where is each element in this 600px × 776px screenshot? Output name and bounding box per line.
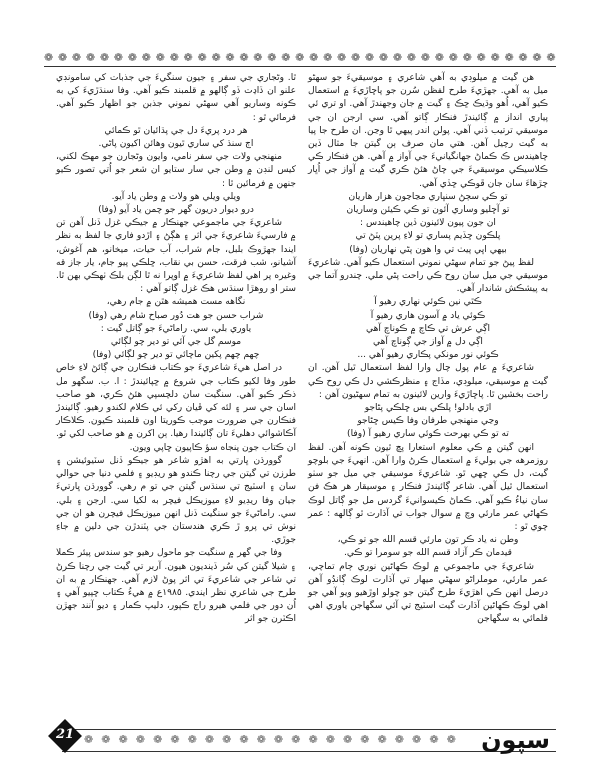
verse-line: تو ڪي سڄڻ سنڀاري مڃاڃون هزار هاريان [348,191,508,202]
verse-line: موسم گل جي آئي تو دير چو لڳائي [110,337,242,348]
paragraph: ٿا. وڻجاري جي سفر ۽ جيون سنگيءَ جي جذبات کي سامونڊي علنو ان ڏاڍت ڏو ڳالهو ۾ قلمبند ڪيو آهي. وفا سنڌڙيءَ کي به ڪونه وساريو آهي سهڻي نموني جذبن جو اظهار ڪيو آهي. فرمائي ٿو : [56,73,296,123]
verse-line: ياوري بلي، سي. راماڻيءَ جو ڳاتل گيت : [100,323,252,334]
flower-ornament-icon: ❁ [434,51,444,64]
verse-line: ڪوئي ياد ۾ آسون هاري رهيو آ [370,310,486,321]
flower-ornament-icon: ❁ [378,51,389,64]
flower-ornament-icon: ❁ [518,51,528,64]
magazine-title: سپون [481,726,550,754]
flower-ornament-icon: ❁ [308,733,318,746]
flower-ornament-icon: ❁ [204,733,215,746]
flower-ornament-icon: ❁ [295,51,305,64]
page-number-badge [50,721,80,751]
flower-ornament-icon: ❁ [169,51,179,64]
verse-line: وطن نه ياد ڪر تون مارئي قسم الله جو تو ڪي، [337,535,519,546]
right-column [308,72,548,682]
flower-ornament-icon: ❁ [546,51,556,64]
verse-line: ويلي ويلي هو ولات ۾ وطن ياد آيو. [111,191,241,202]
flower-ornament-icon: ❁ [490,51,500,64]
verse-line: درو ديوار دريون گهر جو چمن ياد آيو (وفا) [98,205,254,216]
paragraph: در اصل هيءَ شاعريءَ جو ڪتاب فنڪارن جي ڳائڻ لاءِ خاص طور وفا لکيو ڪتاب جي شروع ۾ ڇپائيندڙ : ا. ب. سگهو مل ذڪر ڪيو آهي. سنگيت سان دلچسپي هئڻ ڪري، هو صاحب اسان جي سر ۽ لئه کي ڦيان رکي ئي ڪلام لکندو رهيو. ڳائيندڙ فنڪارن جي ضرورت موجب ڪوريتا اون قلمبند ڪيون. ڪلاڪار آڪاشوائي دهليءَ تان ڳائيندا رهيا. ٻن اکرن ۾ هو صاحب لکي ٿو. ان ڪتاب جون پنجاه سؤ ڪاپيون ڇاپي ويون. [56,363,296,453]
flower-ornament-icon: ❁ [337,51,347,64]
verse-line: شراب حسن جو هت دُور صباح شام رهي (وفا) [88,310,264,321]
verse-line: بيهي اڀي پيٺ تي وا هون پڻي نهاريان (وفا) [349,244,507,255]
flower-ornament-icon: ❁ [101,733,111,746]
flower-ornament-icon: ❁ [377,733,387,746]
top-ornament-border [44,51,556,65]
paragraph: منهنجي ولات جي سفر نامي، وايون وڻجارن جو مهڪ لکني، کيس لنڊن ۾ وطن جي سار ستايو ان شعر جو اُتي تصور ڪيو جنهن ۾ فرمائين ٿا : [56,152,296,189]
flower-ornament-icon: ❁ [446,733,456,746]
paragraph: شاعريءَ جي ماجموعي جهنڪار ۾ جيڪي غزل ڏنل آهن تن ۾ فارسيءَ شاعريءَ جي اثر ۽ هڳڻ ۽ اڙدو فاري جا لفظ به نظر ايندا جهڙوڪ بلبل، جام شراب، آب حيات، ميخانو، هم آغوش، آشيانو، شب فرقت، حسن بي نقاب، ڇلڪي پيو جام، يار جاز قه وغيره پر اهي لفظ شاعريءَ ۾ اوپرا نه ٿا لڳن بلڪ ٺهڪي بهن ٿا. ستر او روهڙا سنڌس هڪ غزل ڳاتو آهي : [56,218,296,295]
page-number: 21 [55,727,75,742]
flower-ornament-icon: ❁ [44,51,54,64]
flower-ornament-icon: ❁ [113,51,123,64]
flower-ornament-icon: ❁ [183,51,193,64]
flower-ornament-icon: ❁ [99,51,110,64]
flower-ornament-icon: ❁ [57,51,68,64]
flower-ornament-icon: ❁ [420,51,430,64]
footer-ornament-border [84,733,456,747]
flower-ornament-icon: ❁ [225,51,235,64]
flower-ornament-icon: ❁ [504,51,514,64]
paragraph: وفا جي گهر ۾ سنگيت جو ماحول رهيو جو سندس پيئر ڪملا ۽ شيلا گيتن کي سُر ڏينديون هيون. آربر تي گيت جي رچنا ڪرڻ تي شاعر جي شاعريءَ تي اثر پوڻ لازم آهي. جهنڪار ۾ به ان طرح جي شاعري نظر ايندي. ١٩٨٥ع ۾ هيءُ ڪتاب ڇپيو آهي ۽ اُن دور جي فلمي هيرو راج ڪپور، دليپ ڪمار ۽ ديو آنند جهڙن اڪٽرن جو اثر [56,548,296,625]
verse-line: چهم چهم پکين ماچائي تو دير چو لڳائي (وفا) [92,350,260,361]
verse-line: هر درد پريءَ دل جي پڌائيان ٿو ڪمائي [104,125,248,136]
flower-ornament-icon: ❁ [394,733,404,746]
flower-ornament-icon: ❁ [273,733,284,746]
page-footer [44,727,556,753]
flower-ornament-icon: ❁ [364,51,375,64]
verse-line: نگاهه مست هميشه هٿن ۾ جام رهي، [106,297,246,308]
paragraph: لفظ پيڻ جو تمام سهڻي نموني استعمال ڪيو آهي. شاعريءَ موسيقي جي ميل سان روح ڪي راحت پڻي ملي. چندرو آتما جي به پيشڪش شاندار آهي. [308,257,548,295]
flower-ornament-icon: ❁ [127,51,137,64]
verse-line: ته تو ڪي بهرحت ڪوئي ساري رهيو آ (وفا) [347,429,509,440]
flower-ornament-icon: ❁ [187,733,197,746]
flower-ornament-icon: ❁ [532,51,542,64]
verse-line: ان جون پيون لائينون ڏين چاهيندس : [360,218,496,229]
flower-ornament-icon: ❁ [392,51,403,64]
flower-ornament-icon: ❁ [281,51,291,64]
flower-ornament-icon: ❁ [476,51,486,64]
flower-ornament-icon: ❁ [429,733,439,746]
flower-ornament-icon: ❁ [291,733,301,746]
flower-ornament-icon: ❁ [448,51,458,64]
flower-ornament-icon: ❁ [350,51,361,64]
paragraph: گوورڌن ڀارتي به اهڙو شاعر هو جيڪو ڏنل سٽيوئيشن ۽ طرزن تي گيتن جي رچنا ڪندو هو ريڊيو ۽ فلمي دنيا جي حوالي سان ۽ اسٽيج تي سنڌس گيتن جي تو م رهي. گوورڌن ڀارتيءَ جيان وفا ريڊيو لاءِ ميوزيڪل فيچر به لکيا سي. ارجن ۽ بلي. سي. راماڻيءَ جو سنگيت ڏنل انهن ميوزيڪل فيچرن هو ان جي نوش تي پرو ڙ ڪري هندستان جي پٽندڙن جي دلين ۾ جاءِ جوڙي. [56,455,296,546]
flower-ornament-icon: ❁ [412,733,422,746]
paragraph: انهن گيتن ۾ ڪي معلوم استعارا پچ ٿيون ڪونه آهن. لفظ روزمرهه جي بوليءَ ۾ استعمال ڪرڻ وارا آهن. انهيءَ جي بلوچو گيت، دل ڪي ڇهي ٿو. شاعريءَ موسيقي جي ميل جو سٺو استعمال ٿيل آهي. شاعر ڳائيندڙ فنڪار ۽ موسيقار هر هڪ فن سان نياءُ ڪيو آهي. ڪماڻ ڪيسوانيءَ گردس مل جو ڳاتل لوڪ ڪهاڻي عمر مارئي وچ ۾ سوال جواب تي آڌارت ٿو ڳالهه : عمر چوي ٿو : [308,442,548,532]
flower-ornament-icon: ❁ [325,733,335,746]
flower-ornament-icon: ❁ [71,51,82,64]
verse-line: تو آڇليو وساري آئون تو ڪي ڪيئن وساريان [346,205,510,216]
flower-ornament-icon: ❁ [406,51,416,64]
flower-ornament-icon: ❁ [84,733,94,746]
flower-ornament-icon: ❁ [267,51,277,64]
top-rule [44,66,556,67]
flower-ornament-icon: ❁ [135,733,146,746]
paragraph: شاعريءَ ۾ عام پول چال وارا لفظ استعمال ٿيل آهن. ان گيت ۾ موسيقي، ميلوڊي، مڏاج ۽ منظرڪشي دل ڪي روح ڪي راحت بخشين ٿا. پاڇاڙيءَ وارين لائينون به تمام سهڻيون آهن : [308,363,548,400]
flower-ornament-icon: ❁ [85,51,96,64]
flower-ornament-icon: ❁ [323,51,333,64]
verse-line: قيدمان ڪر آزاد قسم الله جو سومرا تو ڪي. [343,548,513,559]
verse-line: اڄ سنڌ کي ساري ٿيون وهائن اکيون پاڻي. [98,139,254,150]
verse-line: پلڪون ڇڏيم پساري تو لاءِ پرين پٽڻ تي [355,231,501,242]
flower-ornament-icon: ❁ [222,733,232,746]
flower-ornament-icon: ❁ [211,51,221,64]
flower-ornament-icon: ❁ [309,51,319,64]
flower-ornament-icon: ❁ [118,733,128,746]
flower-ornament-icon: ❁ [153,733,163,746]
verse-line: اڙي بادلو! پلڪي بس ڇلڪي پڻاجو [364,403,492,414]
flower-ornament-icon: ❁ [462,51,472,64]
verse-line: ڪٿي نين ڪوئي نهاري رهيو آ [374,297,482,308]
flower-ornament-icon: ❁ [256,733,266,746]
flower-ornament-icon: ❁ [360,733,370,746]
flower-ornament-icon: ❁ [239,51,249,64]
flower-ornament-icon: ❁ [141,51,151,64]
paragraph: شاعريءَ جي ماجموعي ۾ لوڪ ڪهاڻين نوري ڄام تماچي، عمر مارئي، موملراڻو سهڻي ميهار تي آڌارت لوڪ ڳانڊُو آهن درصل انهن ڪي اهڙيءَ طرح گيتن جو چولو اوڙهيو ويو آهي جو اهي لوڪ ڪهاڻين آڌارت گيت اسٽيج تي آئي سگهاجن ياوري اهي فلمائي به سگهاجن [308,561,548,625]
verse-line: وڃي منهنجي طرفان وفا ڪيس ڇڻاجو [357,416,499,427]
flower-ornament-icon: ❁ [197,51,207,64]
flower-ornament-icon: ❁ [342,733,353,746]
verse-line: ڪوئي نور مونکي پڪاري رهيو آهي ... [357,350,499,361]
verse-line: اڳي دل ۾ آواز جي ڳوناچ آهي [373,337,483,348]
flower-ornament-icon: ❁ [253,51,263,64]
verse-line: اڳي عرش تي ڪاچ ۾ ڪوناچ آهي [366,323,490,334]
flower-ornament-icon: ❁ [170,733,180,746]
left-column [56,72,296,682]
flower-ornament-icon: ❁ [239,733,249,746]
flower-ornament-icon: ❁ [155,51,165,64]
paragraph: هن گيت ۾ ميلوڊي به آهي شاعري ۽ موسيقيءَ جو سهڻو ميل به آهي. جهڙيءَ طرح لفظن سُرن جو پاڇاڙيءَ ۾ استعمال ڪيو آهي، اُهو وڌيڪ ڇڪ ۽ گيت ۾ جان وجهندڙ آهي. او تري ئي پياري انداز ۾ ڳائيندڙ فنڪار ڳاتو آهي. سي ارجن ان جي موسيقي ترتيب ڏني آهي. پولن اندر پيهي ٿا وڃن. ان طرح جا پيا به گيت رچيل آهن. هتي مان صرف ٻن گيتن جا مثال ڏين چاهيندس ڪ ڪماڻ جهانگيانيءَ جي آواز ۾ آهي. هن فنڪار ڪي ڪلاسيڪي موسيقيءَ جي چاڻ هئڻ ڪري گيت ۾ آواز جي اُڀار چڙهاءَ سان جان ڦوڪي ڇڏي آهي. [308,73,548,189]
